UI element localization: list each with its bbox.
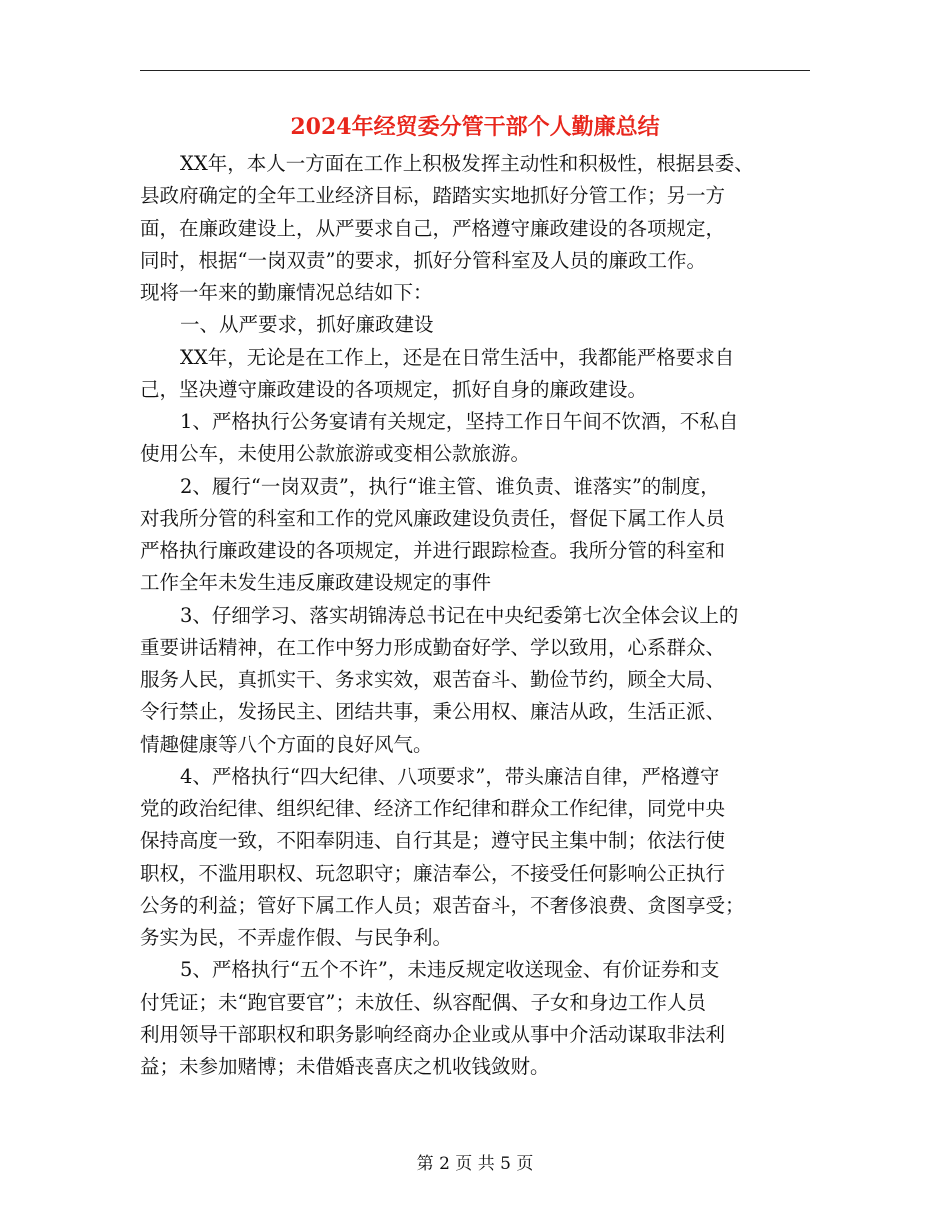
page-footer: 第 2 页 共 5 页 [416, 1154, 534, 1174]
body-line: 面，在廉政建设上，从严要求自己，严格遵守廉政建设的各项规定， [140, 216, 726, 240]
body-line: 情趣健康等八个方面的良好风气。 [140, 732, 433, 756]
body-line: 公务的利益；管好下属工作人员；艰苦奋斗，不奢侈浪费、贪图享受； [140, 893, 745, 917]
body-line: 2、履行“一岗双责”，执行“谁主管、谁负责、谁落实”的制度， [180, 474, 720, 498]
body-line: 4、严格执行“四大纪律、八项要求”，带头廉洁自律，严格遵守 [180, 764, 720, 788]
body-line: 利用领导干部职权和职务影响经商办企业或从事中介活动谋取非法利 [140, 1022, 726, 1046]
body-line: 重要讲话精神，在工作中努力形成勤奋好学、学以致用，心系群众、 [140, 635, 726, 659]
body-line: 同时，根据“一岗双责”的要求，抓好分管科室及人员的廉政工作。 [140, 248, 706, 272]
body-line: 益；未参加赌博；未借婚丧喜庆之机收钱敛财。 [140, 1055, 550, 1078]
body-line: 一、从严要求，抓好廉政建设 [180, 313, 434, 337]
body-line: 职权，不滥用职权、玩忽职守；廉洁奉公，不接受任何影响公正执行 [140, 861, 726, 885]
body-line: 务实为民，不弄虚作假、与民争利。 [140, 926, 453, 949]
body-line: 付凭证；未“跑官要官”；未放任、纵容配偶、子女和身边工作人员 [140, 990, 706, 1014]
body-line: 县政府确定的全年工业经济目标，踏踏实实地抓好分管工作；另一方 [140, 184, 726, 208]
document-body [140, 148, 810, 1083]
body-line: XX年，无论是在工作上，还是在日常生活中，我都能严格要求自 [180, 345, 735, 369]
body-line: 3、仔细学习、落实胡锦涛总书记在中央纪委第七次全体会议上的 [180, 603, 739, 627]
body-line: 保持高度一致，不阳奉阴违、自行其是；遵守民主集中制；依法行使 [140, 829, 726, 853]
header-rule [140, 70, 810, 71]
body-line: 5、严格执行“五个不许”，未违反规定收送现金、有价证券和支 [180, 958, 720, 982]
body-line: 现将一年来的勤廉情况总结如下： [140, 281, 433, 304]
body-line: 令行禁止，发扬民主、团结共事，秉公用权、廉洁从政，生活正派、 [140, 700, 726, 724]
body-line: 工作全年未发生违反廉政建设规定的事件 [140, 571, 492, 595]
body-line: 严格执行廉政建设的各项规定，并进行跟踪检查。我所分管的科室和 [140, 539, 726, 562]
body-line: XX年，本人一方面在工作上积极发挥主动性和积极性，根据县委、 [180, 152, 754, 175]
body-line: 己，坚决遵守廉政建设的各项规定，抓好自身的廉政建设。 [140, 377, 648, 401]
body-line: 对我所分管的科室和工作的党风廉政建设负责任，督促下属工作人员 [140, 506, 726, 530]
body-line: 1、严格执行公务宴请有关规定，坚持工作日午间不饮酒，不私自 [180, 410, 739, 433]
document-title: 2024年经贸委分管干部个人勤廉总结 [290, 114, 660, 140]
body-line: 使用公车，未使用公款旅游或变相公款旅游。 [140, 442, 531, 466]
body-line: 党的政治纪律、组织纪律、经济工作纪律和群众工作纪律，同党中央 [140, 797, 726, 820]
body-line: 服务人民，真抓实干、务求实效，艰苦奋斗、勤俭节约，顾全大局、 [140, 668, 726, 691]
